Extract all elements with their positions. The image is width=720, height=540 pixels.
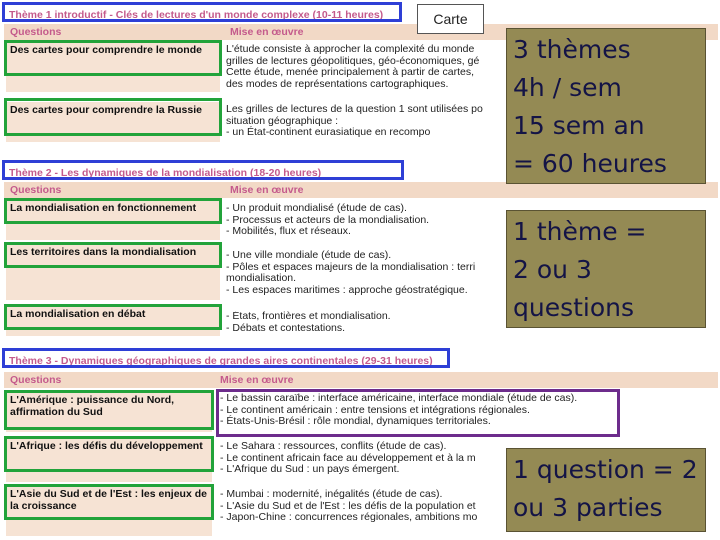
theme2-title: Thème 2 - Les dynamiques de la mondialisation (18-20 heures) bbox=[2, 160, 404, 180]
question-amerique: L'Amérique : puissance du Nord, affirmation du Sud bbox=[6, 392, 212, 432]
carte-label: Carte bbox=[417, 4, 484, 34]
question-afrique: L'Afrique : les défis du développement bbox=[6, 438, 212, 482]
highlight-box-q5 bbox=[4, 304, 222, 330]
content-cartes-monde: L'étude consiste à approcher la complexité du monde grilles de lectures géopolitiques, géo-économiques, gé Cette étude, menée principalement à partir de cartes, des modes de représentations cartographiques. bbox=[226, 44, 516, 94]
note-hours: 3 thèmes 4h / sem 15 sem an = 60 heures bbox=[506, 28, 706, 184]
questions-header: Questions bbox=[10, 374, 62, 386]
question-cartes-russie: Des cartes pour comprendre la Russie bbox=[6, 102, 220, 142]
mise-header: Mise en œuvre bbox=[230, 26, 304, 38]
content-mondialisation-fonctionnement: - Un produit mondialisé (étude de cas). - Processus et acteurs de la mondialisation. - Mobilités, flux et réseaux. bbox=[226, 203, 502, 241]
question-territoires-mondialisation: Les territoires dans la mondialisation bbox=[6, 244, 220, 300]
questions-header: Questions bbox=[10, 26, 62, 38]
highlight-box-q6 bbox=[4, 390, 214, 430]
content-cartes-russie: Les grilles de lectures de la question 1 sont utilisées po situation géographique : - un État-continent eurasiatique en recompo bbox=[226, 104, 516, 144]
questions-header: Questions bbox=[10, 184, 62, 196]
question-cartes-monde: Des cartes pour comprendre le monde bbox=[6, 42, 220, 92]
content-amerique: - Le bassin caraïbe : interface américaine, interface mondiale (étude de cas). - Le continent américain : entre tensions et intégrations régionales. - États-Unis-Brésil : rôle mondial, dynamiques territoriales. bbox=[220, 393, 616, 433]
content-territoires-mondialisation: - Une ville mondiale (étude de cas). - Pôles et espaces majeurs de la mondialisation : terri mondialisation. - Les espaces maritimes : approche géostratégique. bbox=[226, 250, 502, 302]
theme3-header-row bbox=[4, 372, 718, 388]
question-mondialisation-debat: La mondialisation en débat bbox=[6, 306, 220, 336]
question-asie: L'Asie du Sud et de l'Est : les enjeux de la croissance bbox=[6, 486, 212, 536]
question-mondialisation-fonctionnement: La mondialisation en fonctionnement bbox=[6, 200, 220, 240]
theme2-header-row bbox=[4, 182, 718, 198]
highlight-box-q7 bbox=[4, 436, 214, 472]
highlight-box-q3 bbox=[4, 198, 222, 224]
content-asie: - Mumbai : modernité, inégalités (étude de cas). - L'Asie du Sud et de l'Est : les défis de la population et - Japon-Chine : concurrences régionales, ambitions mo bbox=[220, 489, 506, 529]
content-mondialisation-debat: - États, frontières et mondialisation. - Débats et contestations. bbox=[226, 311, 502, 337]
highlight-box-q2 bbox=[4, 98, 222, 136]
highlight-box-q1 bbox=[4, 40, 222, 76]
highlight-box-q4 bbox=[4, 242, 222, 268]
note-theme-questions: 1 thème = 2 ou 3 questions bbox=[506, 210, 706, 328]
mise-header: Mise en œuvre bbox=[230, 184, 304, 196]
content-afrique: - Le Sahara : ressources, conflits (étude de cas). - Le continent africain face au développement et à la m - L'Afrique du Sud : un pays émergent. bbox=[220, 441, 506, 481]
highlight-box-q8 bbox=[4, 484, 214, 520]
note-question-parts: 1 question = 2 ou 3 parties bbox=[506, 448, 706, 532]
mise-header: Mise en œuvre bbox=[220, 374, 294, 386]
theme1-title: Thème 1 introductif - Clés de lectures d'un monde complexe (10-11 heures) bbox=[2, 2, 402, 22]
theme3-title: Thème 3 - Dynamiques géographiques de grandes aires continentales (29-31 heures) bbox=[2, 348, 450, 368]
highlight-box-parts bbox=[216, 389, 620, 437]
